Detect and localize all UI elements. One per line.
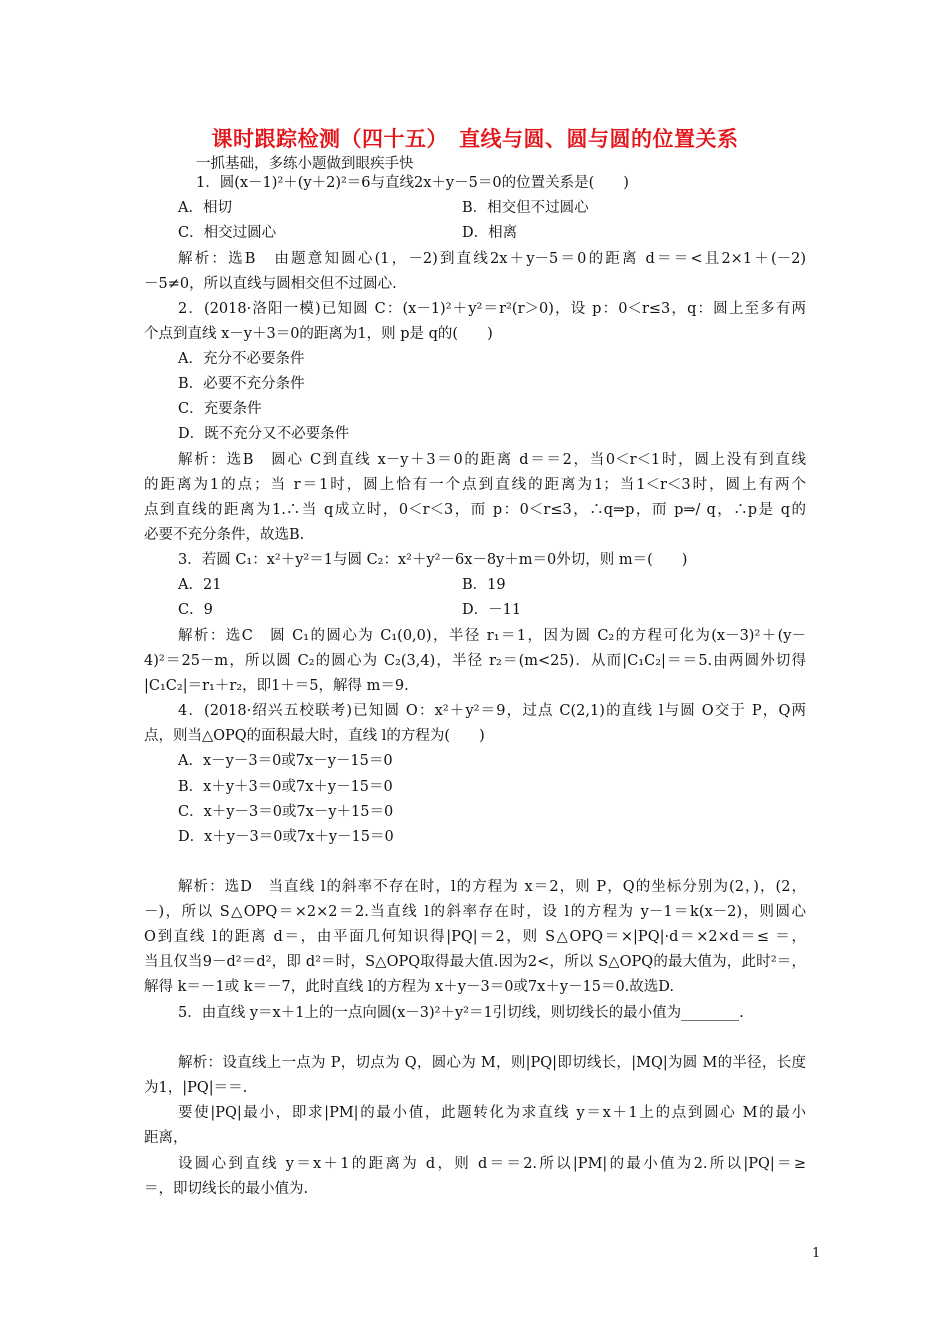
question-3: 3．若圆 C₁：x²＋y²＝1与圆 C₂：x²＋y²－6x－8y＋m＝0外切，则 m＝( ) [178,552,688,568]
solution-1-line: －5≠0，所以直线与圆相交但不过圆心. [144,276,397,292]
solution-5-line: 距离， [144,1130,188,1146]
solution-3-line: 解析：选C 圆 C₁的圆心为 C₁(0,0)，半径 r₁＝1，因为圆 C₂的方程可化为(x－3)²＋(y－ [178,628,806,644]
solution-4-line: 当且仅当9－d²＝d²，即 d²＝时，S△OPQ取得最大值.因为2<，所以 S△OPQ的最大值为，此时²＝， [144,954,806,970]
solution-3-line: |C₁C₂|＝r₁＋r₂，即1＋＝5，解得 m＝9. [144,678,409,694]
solution-5-line: 设圆心到直线 y＝x＋1的距离为 d，则 d＝＝2.所以|PM|的最小值为2.所以|PQ|＝≥ [178,1156,806,1172]
option-1b: B．相交但不过圆心 [462,200,589,216]
question-1: 1．圆(x－1)²＋(y＋2)²＝6与直线2x＋y－5＝0的位置关系是( ) [196,175,629,191]
question-2: 2．(2018·洛阳一模)已知圆 C：(x－1)²＋y²＝r²(r＞0)，设 p：0＜r≤3，q：圆上至多有两 [178,301,806,317]
solution-4-line: －)，所以 S△OPQ＝×2×2＝2.当直线 l的斜率存在时，设 l的方程为 y－1＝k(x－2)，则圆心 [144,904,806,920]
question-5: 5．由直线 y＝x＋1上的一点向圆(x－3)²＋y²＝1引切线，则切线长的最小值为________. [178,1005,744,1021]
question-4-cont: 点，则当△OPQ的面积最大时，直线 l的方程为( ) [144,728,485,744]
solution-4-line: 解得 k＝－1或 k＝－7，此时直线 l的方程为 x＋y－3＝0或7x＋y－15＝0.故选D. [144,979,675,995]
solution-5-line: ＝，即切线长的最小值为. [144,1181,309,1197]
solution-1-line: 解析：选B 由题意知圆心(1，－2)到直线2x＋y－5＝0的距离 d＝＝<且2×1＋(－2) [178,251,806,267]
option-2a: A．充分不必要条件 [178,351,305,367]
option-3c: C．9 [178,602,213,618]
option-4b: B．x＋y＋3＝0或7x＋y－15＝0 [178,779,393,795]
option-4d: D．x＋y－3＝0或7x＋y－15＝0 [178,829,394,845]
option-1c: C．相交过圆心 [178,225,277,241]
option-3d: D．－11 [462,602,522,618]
section-subtitle: 一抓基础，多练小题做到眼疾手快 [196,156,414,172]
solution-5-line: 要使|PQ|最小，即求|PM|的最小值，此题转化为求直线 y＝x＋1上的点到圆心 M的最小 [178,1105,806,1121]
solution-3-line: 4)²＝25－m，所以圆 C₂的圆心为 C₂(3,4)，半径 r₂＝(m<25)．从而|C₁C₂|＝＝5.由两圆外切得 [144,653,806,669]
page-number: 1 [812,1246,821,1261]
option-4c: C．x＋y－3＝0或7x－y＋15＝0 [178,804,394,820]
option-2d: D．既不充分又不必要条件 [178,426,350,442]
solution-2-line: 点到直线的距离为1.∴当 q成立时，0＜r＜3，而 p：0＜r≤3，∴q⇒p，而 p⇒/ q，∴p是 q的 [144,502,806,518]
question-4: 4．(2018·绍兴五校联考)已知圆 O：x²＋y²＝9，过点 C(2,1)的直线 l与圆 O交于 P，Q两 [178,703,806,719]
solution-5-line: 为1，|PQ|＝＝. [144,1080,248,1096]
option-1d: D．相离 [462,225,518,241]
option-3b: B．19 [462,577,506,593]
option-4a: A．x－y－3＝0或7x－y－15＝0 [178,753,393,769]
option-2b: B．必要不充分条件 [178,376,305,392]
option-1a: A．相切 [178,200,232,216]
solution-4-line: 解析：选D 当直线 l的斜率不存在时，l的方程为 x＝2，则 P，Q的坐标分别为(2，)，(2， [178,879,806,895]
page-title: 课时跟踪检测（四十五） 直线与圆、圆与圆的位置关系 [211,127,739,151]
solution-2-line: 的距离为1的点；当 r＝1时，圆上恰有一个点到直线的距离为1；当1＜r＜3时，圆上有两个 [144,477,806,493]
question-2-cont: 个点到直线 x－y＋3＝0的距离为1，则 p是 q的( ) [144,326,493,342]
solution-2-line: 解析：选B 圆心 C到直线 x－y＋3＝0的距离 d＝＝2，当0＜r＜1时，圆上没有到直线 [178,452,806,468]
solution-2-line: 必要不充分条件，故选B. [144,527,305,543]
option-2c: C．充要条件 [178,401,262,417]
solution-4-line: O到直线 l的距离 d＝，由平面几何知识得|PQ|＝2，则 S△OPQ＝×|PQ|·d＝×2×d＝≤ ＝， [144,929,806,945]
option-3a: A．21 [178,577,222,593]
solution-5-line: 解析：设直线上一点为 P，切点为 Q，圆心为 M，则|PQ|即切线长，|MQ|为圆 M的半径，长度 [178,1055,806,1071]
